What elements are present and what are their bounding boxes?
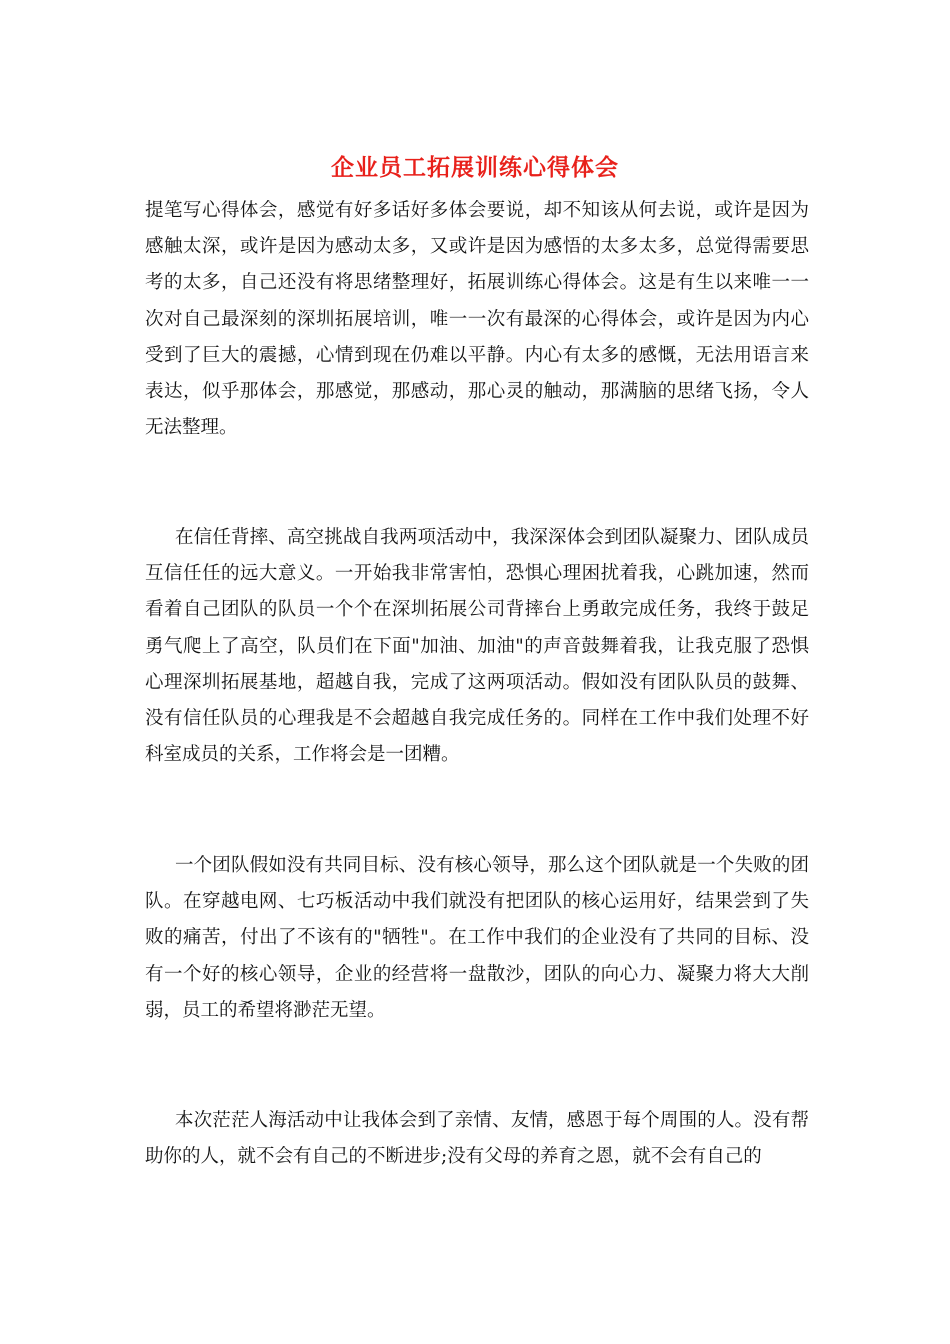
paragraph-3: 一个团队假如没有共同目标、没有核心领导，那么这个团队就是一个失败的团队。在穿越电网、七巧板活动中我们就没有把团队的核心运用好，结果尝到了失败的痛苦，付出了不该有的"牺牲"。在工作中我们的企业没有了共同的目标、没有一个好的核心领导，企业的经营将一盘散沙，团队的向心力、凝聚力将大大削弱，员工的希望将渺茫无望。 — [145, 855, 809, 1021]
paragraph-1: 提笔写心得体会，感觉有好多话好多体会要说，却不知该从何去说，或许是因为感触太深，或许是因为感动太多，又或许是因为感悟的太多太多，总觉得需要思考的太多，自己还没有将思绪整理好，拓展训练心得体会。这是有生以来唯一一次对自己最深刻的深圳拓展培训，唯一一次有最深的心得体会，或许是因为内心受到了巨大的震撼，心情到现在仍难以平静。内心有太多的感慨，无法用语言来表达，似乎那体会，那感觉，那感动，那心灵的触动，那满脑的思绪飞扬，令人无法整理。 — [145, 200, 809, 439]
paragraph-4: 本次茫茫人海活动中让我体会到了亲情、友情，感恩于每个周围的人。没有帮助你的人，就不会有自己的不断进步;没有父母的养育之恩，就不会有自己的 — [145, 1110, 809, 1168]
paragraph-2: 在信任背摔、高空挑战自我两项活动中，我深深体会到团队凝聚力、团队成员互信任任的远大意义。一开始我非常害怕，恐惧心理困扰着我，心跳加速，然而看着自己团队的队员一个个在深圳拓展公司背摔台上勇敢完成任务，我终于鼓足勇气爬上了高空，队员们在下面"加油、加油"的声音鼓舞着我，让我克服了恐惧心理深圳拓展基地，超越自我，完成了这两项活动。假如没有团队队员的鼓舞、没有信任队员的心理我是不会超越自我完成任务的。同样在工作中我们处理不好科室成员的关系，工作将会是一团糟。 — [145, 527, 809, 766]
document-title: 企业员工拓展训练心得体会 — [331, 154, 619, 181]
